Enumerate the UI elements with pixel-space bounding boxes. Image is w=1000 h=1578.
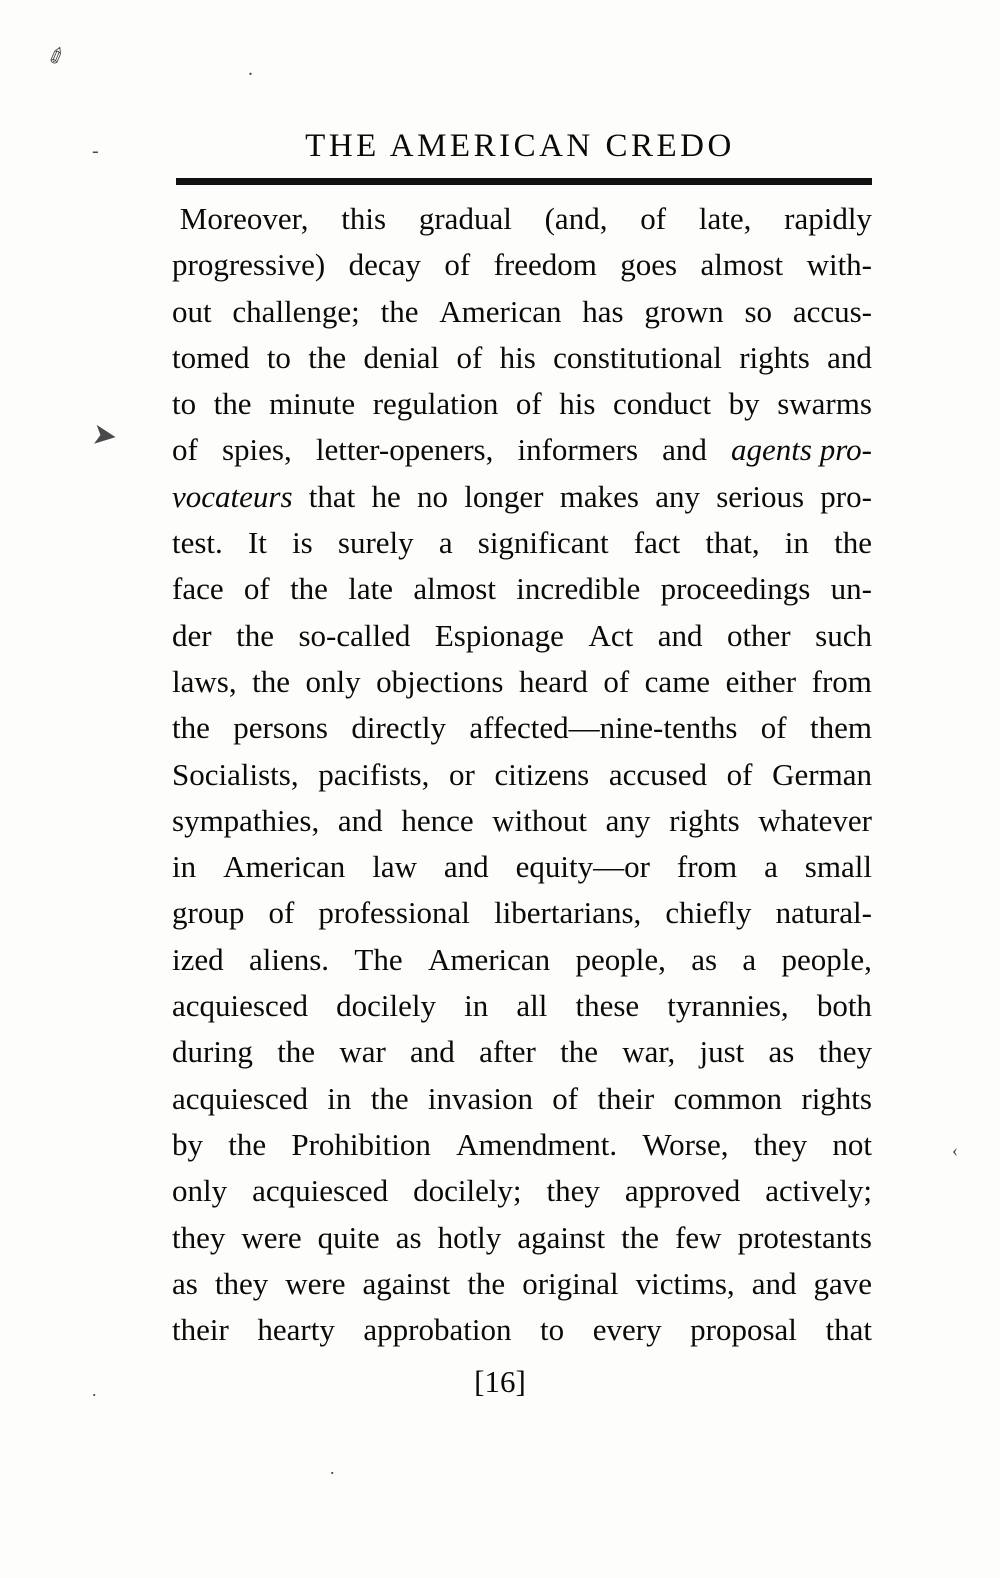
text-line: the persons directly affected—nine-tenths of them bbox=[172, 710, 872, 746]
text-line: test. It is surely a significant fact that, in the bbox=[172, 525, 872, 561]
text-line: Socialists, pacifists, or citizens accused of German bbox=[172, 756, 872, 792]
text-line: during the war and after the war, just as they bbox=[172, 1034, 872, 1070]
text-line: their hearty approbation to every proposal that bbox=[172, 1312, 872, 1348]
page-body-text bbox=[172, 196, 872, 1353]
margin-mark-right-icon: ‹ bbox=[952, 1140, 958, 1160]
text-line: laws, the only objections heard of came either from bbox=[172, 663, 872, 699]
margin-mark-dash-icon: - bbox=[92, 140, 99, 162]
text-line: acquiesced docilely in all these tyrannies, both bbox=[172, 988, 872, 1024]
margin-mark-arrow-icon: ➤ bbox=[89, 417, 120, 454]
text-line: out challenge; the American has grown so accus- bbox=[172, 293, 872, 329]
margin-mark-top-dot-icon: . bbox=[248, 58, 253, 80]
text-line: face of the late almost incredible proceedings un- bbox=[172, 571, 872, 607]
page-number: [16] bbox=[474, 1364, 526, 1399]
text-line: of spies, letter-openers, informers and agents pro- bbox=[172, 432, 872, 468]
text-line: tomed to the denial of his constitutional rights and bbox=[172, 339, 872, 375]
margin-mark-bottom-dot-icon: . bbox=[92, 1380, 97, 1400]
text-line: group of professional libertarians, chiefly natural- bbox=[172, 895, 872, 931]
text-line: ized aliens. The American people, as a people, bbox=[172, 941, 872, 977]
text-line: to the minute regulation of his conduct by swarms bbox=[172, 386, 872, 422]
text-line: vocateurs that he no longer makes any serious pro- bbox=[172, 478, 872, 514]
margin-mark-top-left-icon: ✐ bbox=[43, 41, 71, 72]
text-line: only acquiesced docilely; they approved actively; bbox=[172, 1173, 872, 1209]
text-line: sympathies, and hence without any rights whatever bbox=[172, 802, 872, 838]
text-line: acquiesced in the invasion of their common rights bbox=[172, 1080, 872, 1116]
text-line: they were quite as hotly against the few protestants bbox=[172, 1219, 872, 1255]
text-line: progressive) decay of freedom goes almost with- bbox=[172, 247, 872, 283]
text-line: in American law and equity—or from a small bbox=[172, 849, 872, 885]
text-line: as they were against the original victims, and gave bbox=[172, 1265, 872, 1301]
paragraph bbox=[172, 196, 872, 1353]
text-line: Moreover, this gradual (and, of late, rapidly bbox=[172, 201, 872, 236]
running-head: THE AMERICAN CREDO bbox=[305, 128, 735, 164]
header-rule bbox=[176, 178, 872, 185]
text-line: der the so-called Espionage Act and other such bbox=[172, 617, 872, 653]
text-line: by the Prohibition Amendment. Worse, they not bbox=[172, 1126, 872, 1162]
margin-mark-bottom-dot2-icon: . bbox=[330, 1458, 335, 1478]
